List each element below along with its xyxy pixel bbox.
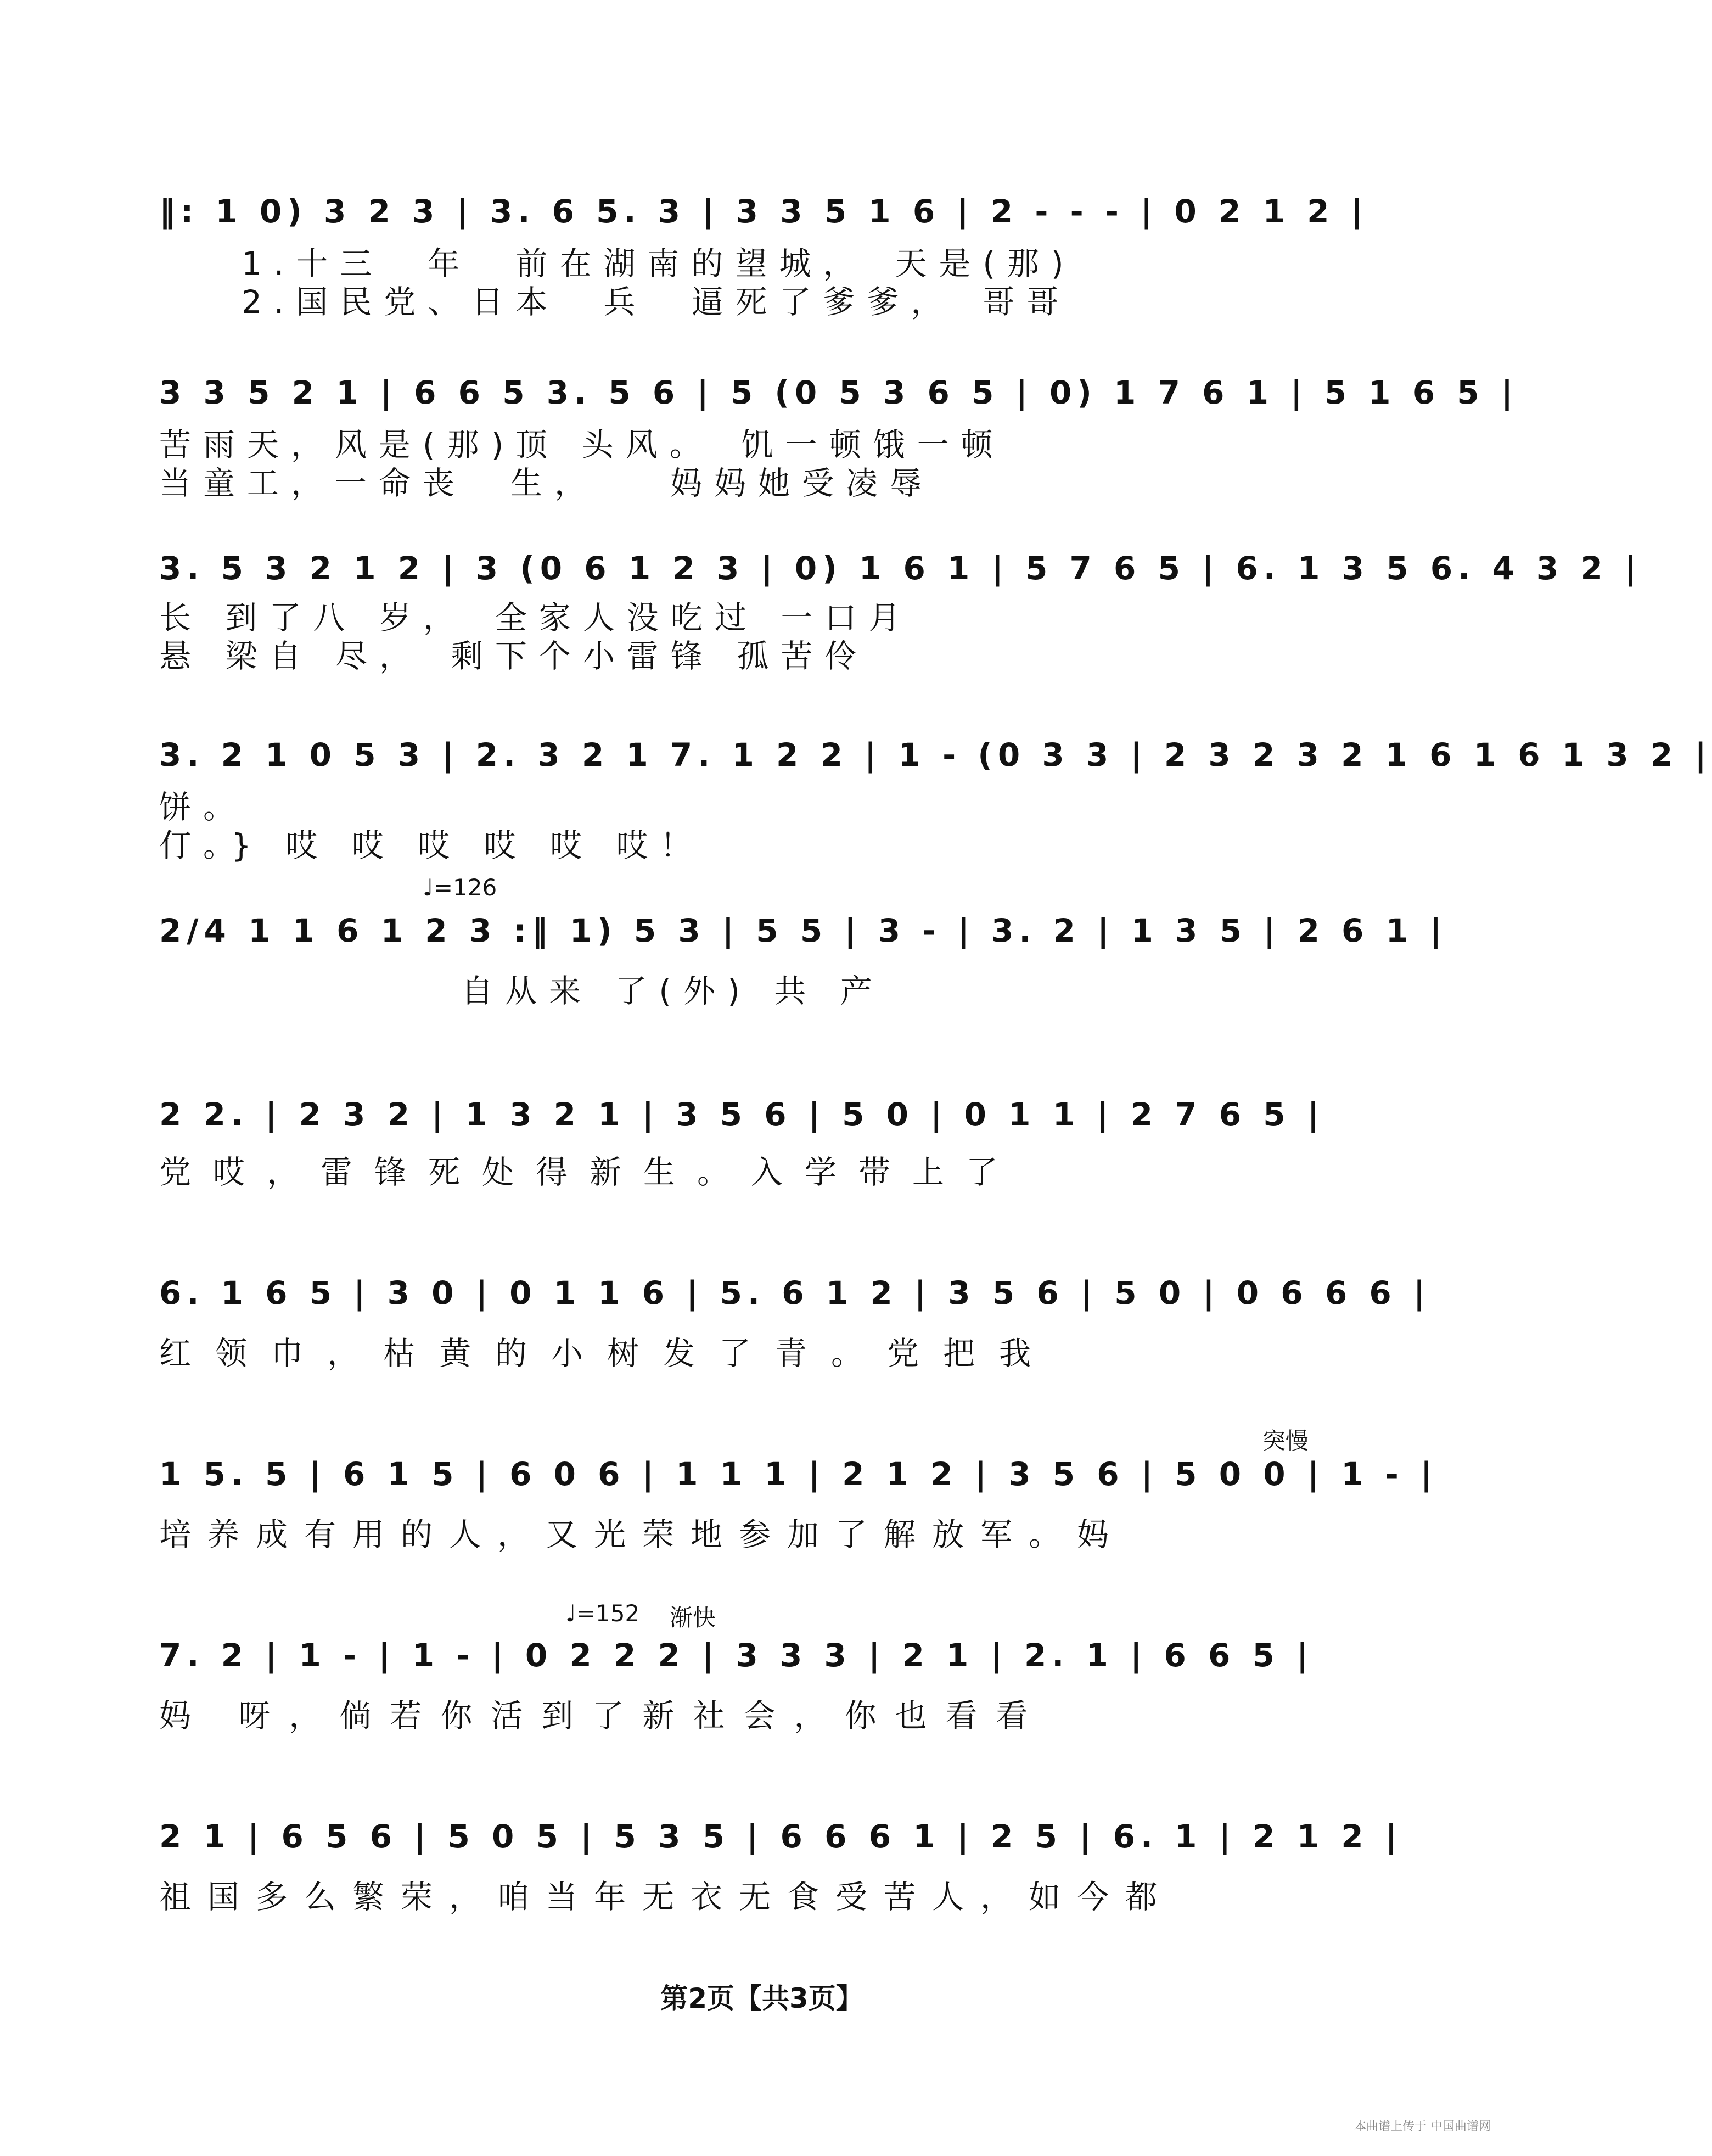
tempo-marking-152: ♩=152 <box>565 1600 640 1627</box>
lyric-line-6: 党哎，雷锋死处得新生。入学带上了 <box>159 1153 1020 1191</box>
lyric-line-7: 红领巾，枯黄的小树发了青。党把我 <box>159 1335 1056 1372</box>
notation-line-10: 2 1 | 6 5 6 | 5 0 5 | 5 3 5 | 6 6 6 1 | 2 5 | 6. 1 | 2 1 2 | <box>159 1818 1402 1855</box>
lyric-line-1-verse-1: 1.十三 年 前在湖南的望城， 天是(那) <box>242 245 1076 282</box>
lyric-line-8: 培养成有用的人，又光荣地参加了解放军。妈 <box>159 1516 1126 1553</box>
notation-line-6: 2 2. | 2 3 2 | 1 3 2 1 | 3 5 6 | 5 0 | 0 1 1 | 2 7 6 5 | <box>159 1096 1324 1133</box>
lyric-line-3-verse-2: 悬 梁自 尽， 剩下个小雷锋 孤苦伶 <box>159 637 869 675</box>
tempo-marking-126: ♩=126 <box>423 874 497 901</box>
notation-line-5: 2/4 1 1 6 1 2 3 :‖ 1) 5 3 | 5 5 | 3 - | 3. 2 | 1 3 5 | 2 6 1 | <box>159 912 1447 949</box>
lyric-line-2-verse-1: 苦雨天，风是(那)顶 头风。 饥一顿饿一顿 <box>159 426 1005 463</box>
notation-line-1: ‖: 1 0) 3 2 3 | 3. 6 5. 3 | 3 3 5 1 6 | 2 - - - | 0 2 1 2 | <box>159 193 1368 230</box>
lyric-line-4-verse-1: 饼。 <box>159 788 248 826</box>
lyric-line-9: 妈 呀，倘若你活到了新社会，你也看看 <box>159 1697 1047 1734</box>
notation-line-4: 3. 2 1 0 5 3 | 2. 3 2 1 7. 1 2 2 | 1 - (0 3 3 | 2 3 2 3 2 1 6 1 6 1 3 2 | <box>159 736 1712 774</box>
lyric-line-3-verse-1: 长 到了八 岁， 全家人没吃过 一口月 <box>159 599 913 636</box>
page-number-footer: 第2页【共3页】 <box>660 1983 863 2014</box>
lyric-line-1-verse-2: 2.国民党、日本 兵 逼死了爹爹， 哥哥 <box>242 283 1071 321</box>
sudden-slow-marking: 突慢 <box>1262 1427 1309 1454</box>
lyric-line-2-verse-2: 当童工，一命丧 生， 妈妈她受凌辱 <box>159 464 934 502</box>
notation-line-8: 1 5. 5 | 6 1 5 | 6 0 6 | 1 1 1 | 2 1 2 | 3 5 6 | 5 0 0 | 1 - | <box>159 1455 1438 1493</box>
accelerando-marking: 渐快 <box>670 1604 716 1631</box>
notation-line-2: 3 3 5 2 1 | 6 6 5 3. 5 6 | 5 (0 5 3 6 5 | 0) 1 7 6 1 | 5 1 6 5 | <box>159 374 1519 411</box>
lyric-line-10: 祖国多么繁荣，咱当年无衣无食受苦人，如今都 <box>159 1878 1174 1916</box>
notation-line-3: 3. 5 3 2 1 2 | 3 (0 6 1 2 3 | 0) 1 6 1 | 5 7 6 5 | 6. 1 3 5 6. 4 3 2 | <box>159 550 1642 587</box>
lyric-line-5: 自从来 了(外) 共 产 <box>461 972 884 1010</box>
notation-line-9: 7. 2 | 1 - | 1 - | 0 2 2 2 | 3 3 3 | 2 1 | 2. 1 | 6 6 5 | <box>159 1637 1314 1674</box>
notation-line-7: 6. 1 6 5 | 3 0 | 0 1 1 6 | 5. 6 1 2 | 3 5 6 | 5 0 | 0 6 6 6 | <box>159 1274 1431 1312</box>
site-watermark: 本曲谱上传于 中国曲谱网 <box>1354 2120 1491 2133</box>
lyric-line-4-verse-2: 仃。} 哎 哎 哎 哎 哎 哎！ <box>159 827 704 864</box>
